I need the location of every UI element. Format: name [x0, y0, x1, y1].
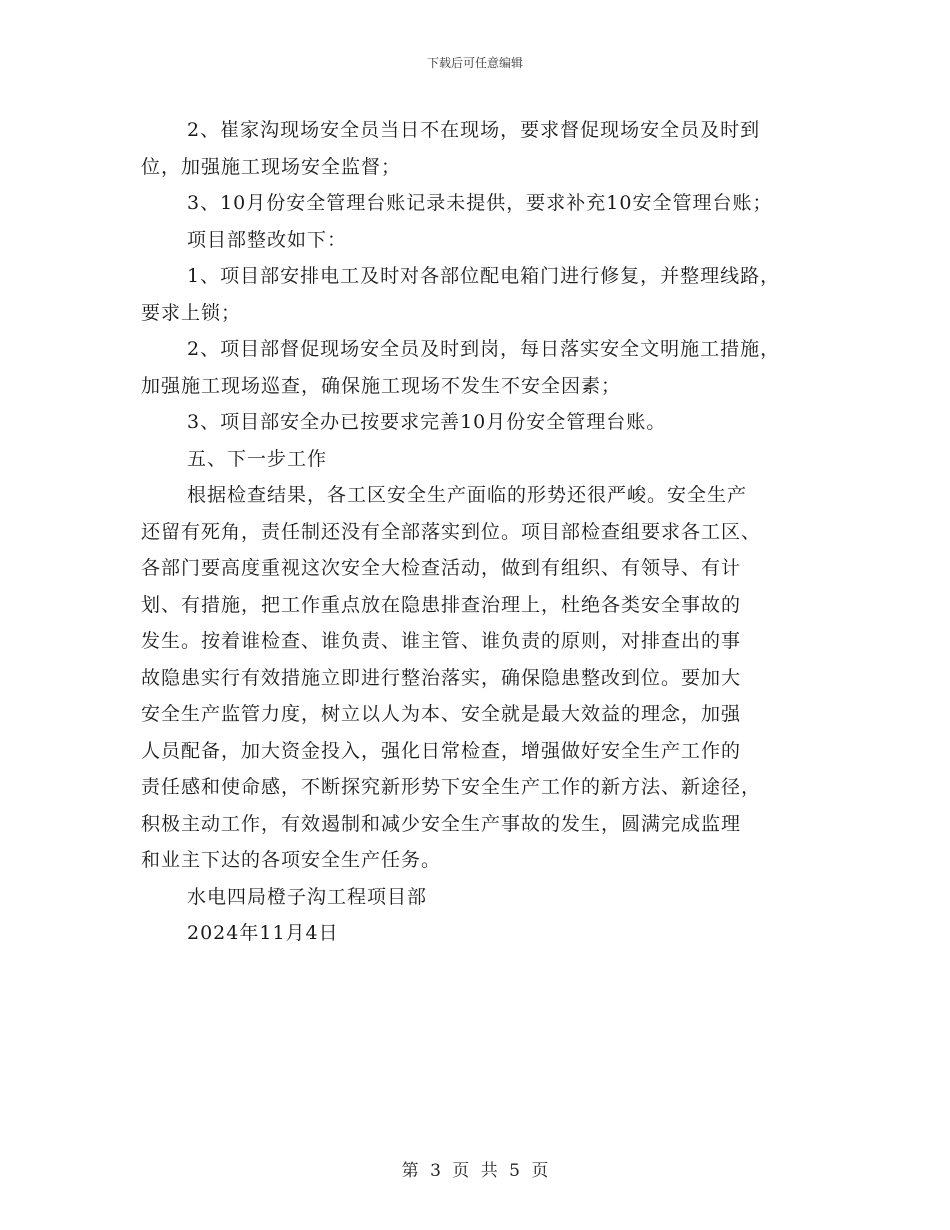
- document-body: [141, 112, 811, 952]
- text-line: 各部门要高度重视这次安全大检查活动，做到有组织、有领导、有计: [141, 557, 742, 579]
- text-line: 人员配备，加大资金投入，强化日常检查，增强做好安全生产工作的: [141, 739, 742, 762]
- text-line: 3、10月份安全管理台账记录未提供，要求补充10安全管理台账；: [187, 192, 773, 214]
- text-line: 发生。按着谁检查、谁负责、谁主管、谁负责的原则，对排查出的事: [141, 630, 742, 652]
- text-line: 安全生产监管力度，树立以人为本、安全就是最大效益的理念，加强: [141, 703, 742, 725]
- text-line: 故隐患实行有效措施立即进行整治落实，确保隐患整改到位。要加大: [141, 666, 742, 689]
- text-line: 和业主下达的各项安全生产任务。: [141, 849, 442, 871]
- text-line: 划、有措施，把工作重点放在隐患排查治理上，杜绝各类安全事故的: [141, 593, 742, 616]
- signature-date: 2024年11月4日: [187, 922, 339, 944]
- text-line: 根据检查结果，各工区安全生产面临的形势还很严峻。安全生产: [187, 484, 748, 506]
- text-line: 要求上锁；: [141, 301, 242, 324]
- signature-organization: 水电四局橙子沟工程项目部: [187, 885, 428, 908]
- text-line: 责任感和使命感，不断探究新形势下安全生产工作的新方法、新途径，: [141, 776, 762, 798]
- page-footer: 第 3 页 共 5 页: [401, 1161, 549, 1181]
- text-line: 2、项目部督促现场安全员及时到岗，每日落实安全文明施工措施，: [187, 338, 781, 360]
- section-heading: 项目部整改如下：: [187, 228, 348, 251]
- text-line: 还留有死角，责任制还没有全部落实到位。项目部检查组要求各工区、: [141, 520, 762, 543]
- text-line: 3、项目部安全办已按要求完善10月份安全管理台账。: [187, 411, 667, 433]
- section-heading: 五、下一步工作: [187, 447, 328, 470]
- page-header: 下载后可任意编辑: [426, 56, 523, 70]
- text-line: 位，加强施工现场安全监督；: [141, 155, 402, 178]
- text-line: 加强施工现场巡查，确保施工现场不发生不安全因素；: [141, 374, 622, 397]
- text-line: 积极主动工作，有效遏制和减少安全生产事故的发生，圆满完成监理: [141, 812, 742, 835]
- text-line: 2、崔家沟现场安全员当日不在现场，要求督促现场安全员及时到: [187, 119, 761, 141]
- text-line: 1、项目部安排电工及时对各部位配电箱门进行修复，并整理线路，: [187, 265, 781, 287]
